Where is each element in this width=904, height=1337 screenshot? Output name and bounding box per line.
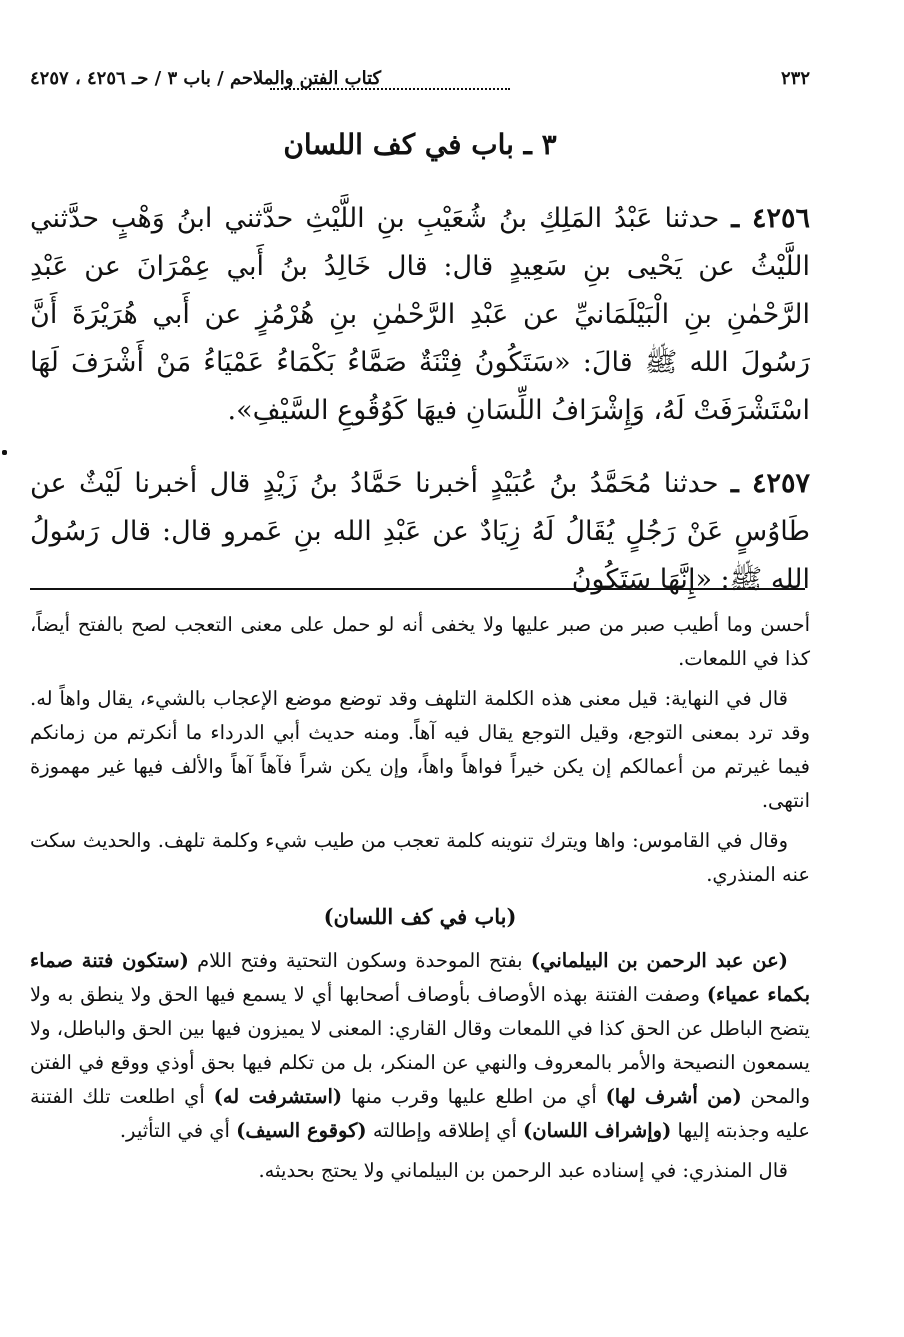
commentary-paragraph: أحسن وما أطيب صبر من صبر عليها ولا يخفى أنه لو حمل على معنى التعجب لصح بالفتح أيضاً، كذا في اللمعات.: [30, 613, 810, 670]
commentary-paragraph: قال المنذري: في إسناده عبد الرحمن بن البيلماني ولا يحتج بحديثه.: [258, 1159, 788, 1182]
quoted-phrase: (وإشراف اللسان): [523, 1119, 672, 1142]
explanation-text: أي اطلعت تلك الفتنة عليه وجذبته إليها: [30, 1085, 810, 1142]
scan-edge-mark: [2, 450, 7, 455]
commentary-paragraph: قال في النهاية: قيل معنى هذه الكلمة التلهف وقد توضع موضع الإعجاب بالشيء، يقال واهاً له. وقد ترد بمعنى التوجع، وقيل التوجع يقال فيه آهاً. ومنه حديث أبي الدرداء ما أنكرتم من زمانكم فيما غيرتم من أعمالكم إن يكن خيراً فواهاً واهاً، وإن يكن شراً فآهاً آهاً والألف فيها غير مهموزة انتهى.: [30, 687, 810, 812]
hadith-number: ٤٢٥٧ ـ: [730, 468, 811, 499]
hadith-text: حدثنا مُحَمَّدُ بنُ عُبَيْدٍ أخبرنا حَمَّادُ بنُ زَيْدٍ قال أخبرنا لَيْثٌ عن طَاوُسٍ عَنْ رَجُلٍ يُقَالُ لَهُ زِيَادٌ عن عَبْدِ الله بنِ عَمرو قال: قال رَسُولُ الله ﷺ: «إِنَّهَا سَتَكُونُ: [30, 468, 810, 595]
running-header: [30, 68, 810, 102]
commentary-paragraph: وقال في القاموس: واها ويترك تنوينه كلمة تعجب من طيب شيء وكلمة تلهف. والحديث سكت عنه المنذري.: [30, 829, 810, 886]
explanation-text: أي من اطلع عليها وقرب منها: [342, 1085, 606, 1108]
hadith-4256: [30, 195, 810, 435]
running-title: كتاب الفتن والملاحم / باب ٣ / حـ ٤٢٥٦ ، ٤٢٥٧: [30, 68, 382, 89]
sharh-paragraph: [30, 944, 810, 1148]
explanation-text: وصفت الفتنة بهذه الأوصاف بأوصاف أصحابها أي لا يسمع فيها الحق ولا ينطق به ولا يتضح الباطل عن الحق كذا في اللمعات وقال القاري: المعنى لا يميزون فيها بين الحق والباطل، ولا يسمعون النصيحة والأمر بالمعروف والنهي عن المنكر، بل من تكلم فيها بحق أوذي ووقع في الفتن والمحن: [30, 983, 810, 1108]
quoted-phrase: (عن عبد الرحمن بن البيلماني): [530, 949, 788, 972]
book-page: [30, 60, 810, 1310]
explanation-text: أي إطلاقه وإطالته: [366, 1119, 524, 1142]
header-dotted-leader: [270, 88, 510, 90]
hadith-text: حدثنا عَبْدُ المَلِكِ بنُ شُعَيْبِ بنِ اللَّيْثِ حدَّثني ابنُ وَهْبٍ حدَّثني اللَّيْثُ عن يَحْيى بنِ سَعِيدٍ قال: قال خَالِدُ بنُ أَبي عِمْرَانَ عن عَبْدِ الرَّحْمٰنِ بنِ الْبَيْلَمَانيِّ عن عَبْدِ الرَّحْمٰنِ بنِ هُرْمُزٍ عن أَبي هُرَيْرَةَ أَنَّ رَسُولَ الله ﷺ قالَ: «سَتَكُونُ فِتْنَةٌ صَمَّاءُ بَكْمَاءُ عَمْيَاءُ مَنْ أَشْرَفَ لَهَا اسْتَشْرَفَتْ لَهُ، وَإِشْرَافُ اللِّسَانِ فيهَا كَوُقُوعِ السَّيْفِ».: [30, 203, 810, 426]
quoted-phrase: (من أشرف لها): [605, 1085, 742, 1108]
hadith-number: ٤٢٥٦ ـ: [731, 203, 810, 234]
quoted-phrase: (استشرفت له): [213, 1085, 343, 1108]
page-number: ٢٣٢: [780, 68, 810, 89]
explanation-text: بفتح الموحدة وسكون التحتية وفتح اللام: [188, 949, 531, 972]
footnote-divider: [30, 588, 805, 590]
sharh-chapter-title: (باب في كف اللسان): [323, 904, 517, 929]
quoted-phrase: (كوقوع السيف): [236, 1119, 367, 1142]
explanation-text: أي في التأثير.: [119, 1119, 237, 1142]
commentary-section: [30, 608, 810, 1194]
hadith-4257: [30, 460, 810, 604]
quoted-phrase: (ستكون فتنة صماء بكماء عمياء): [30, 949, 811, 1006]
chapter-title: ٣ ـ باب في كف اللسان: [283, 128, 557, 161]
